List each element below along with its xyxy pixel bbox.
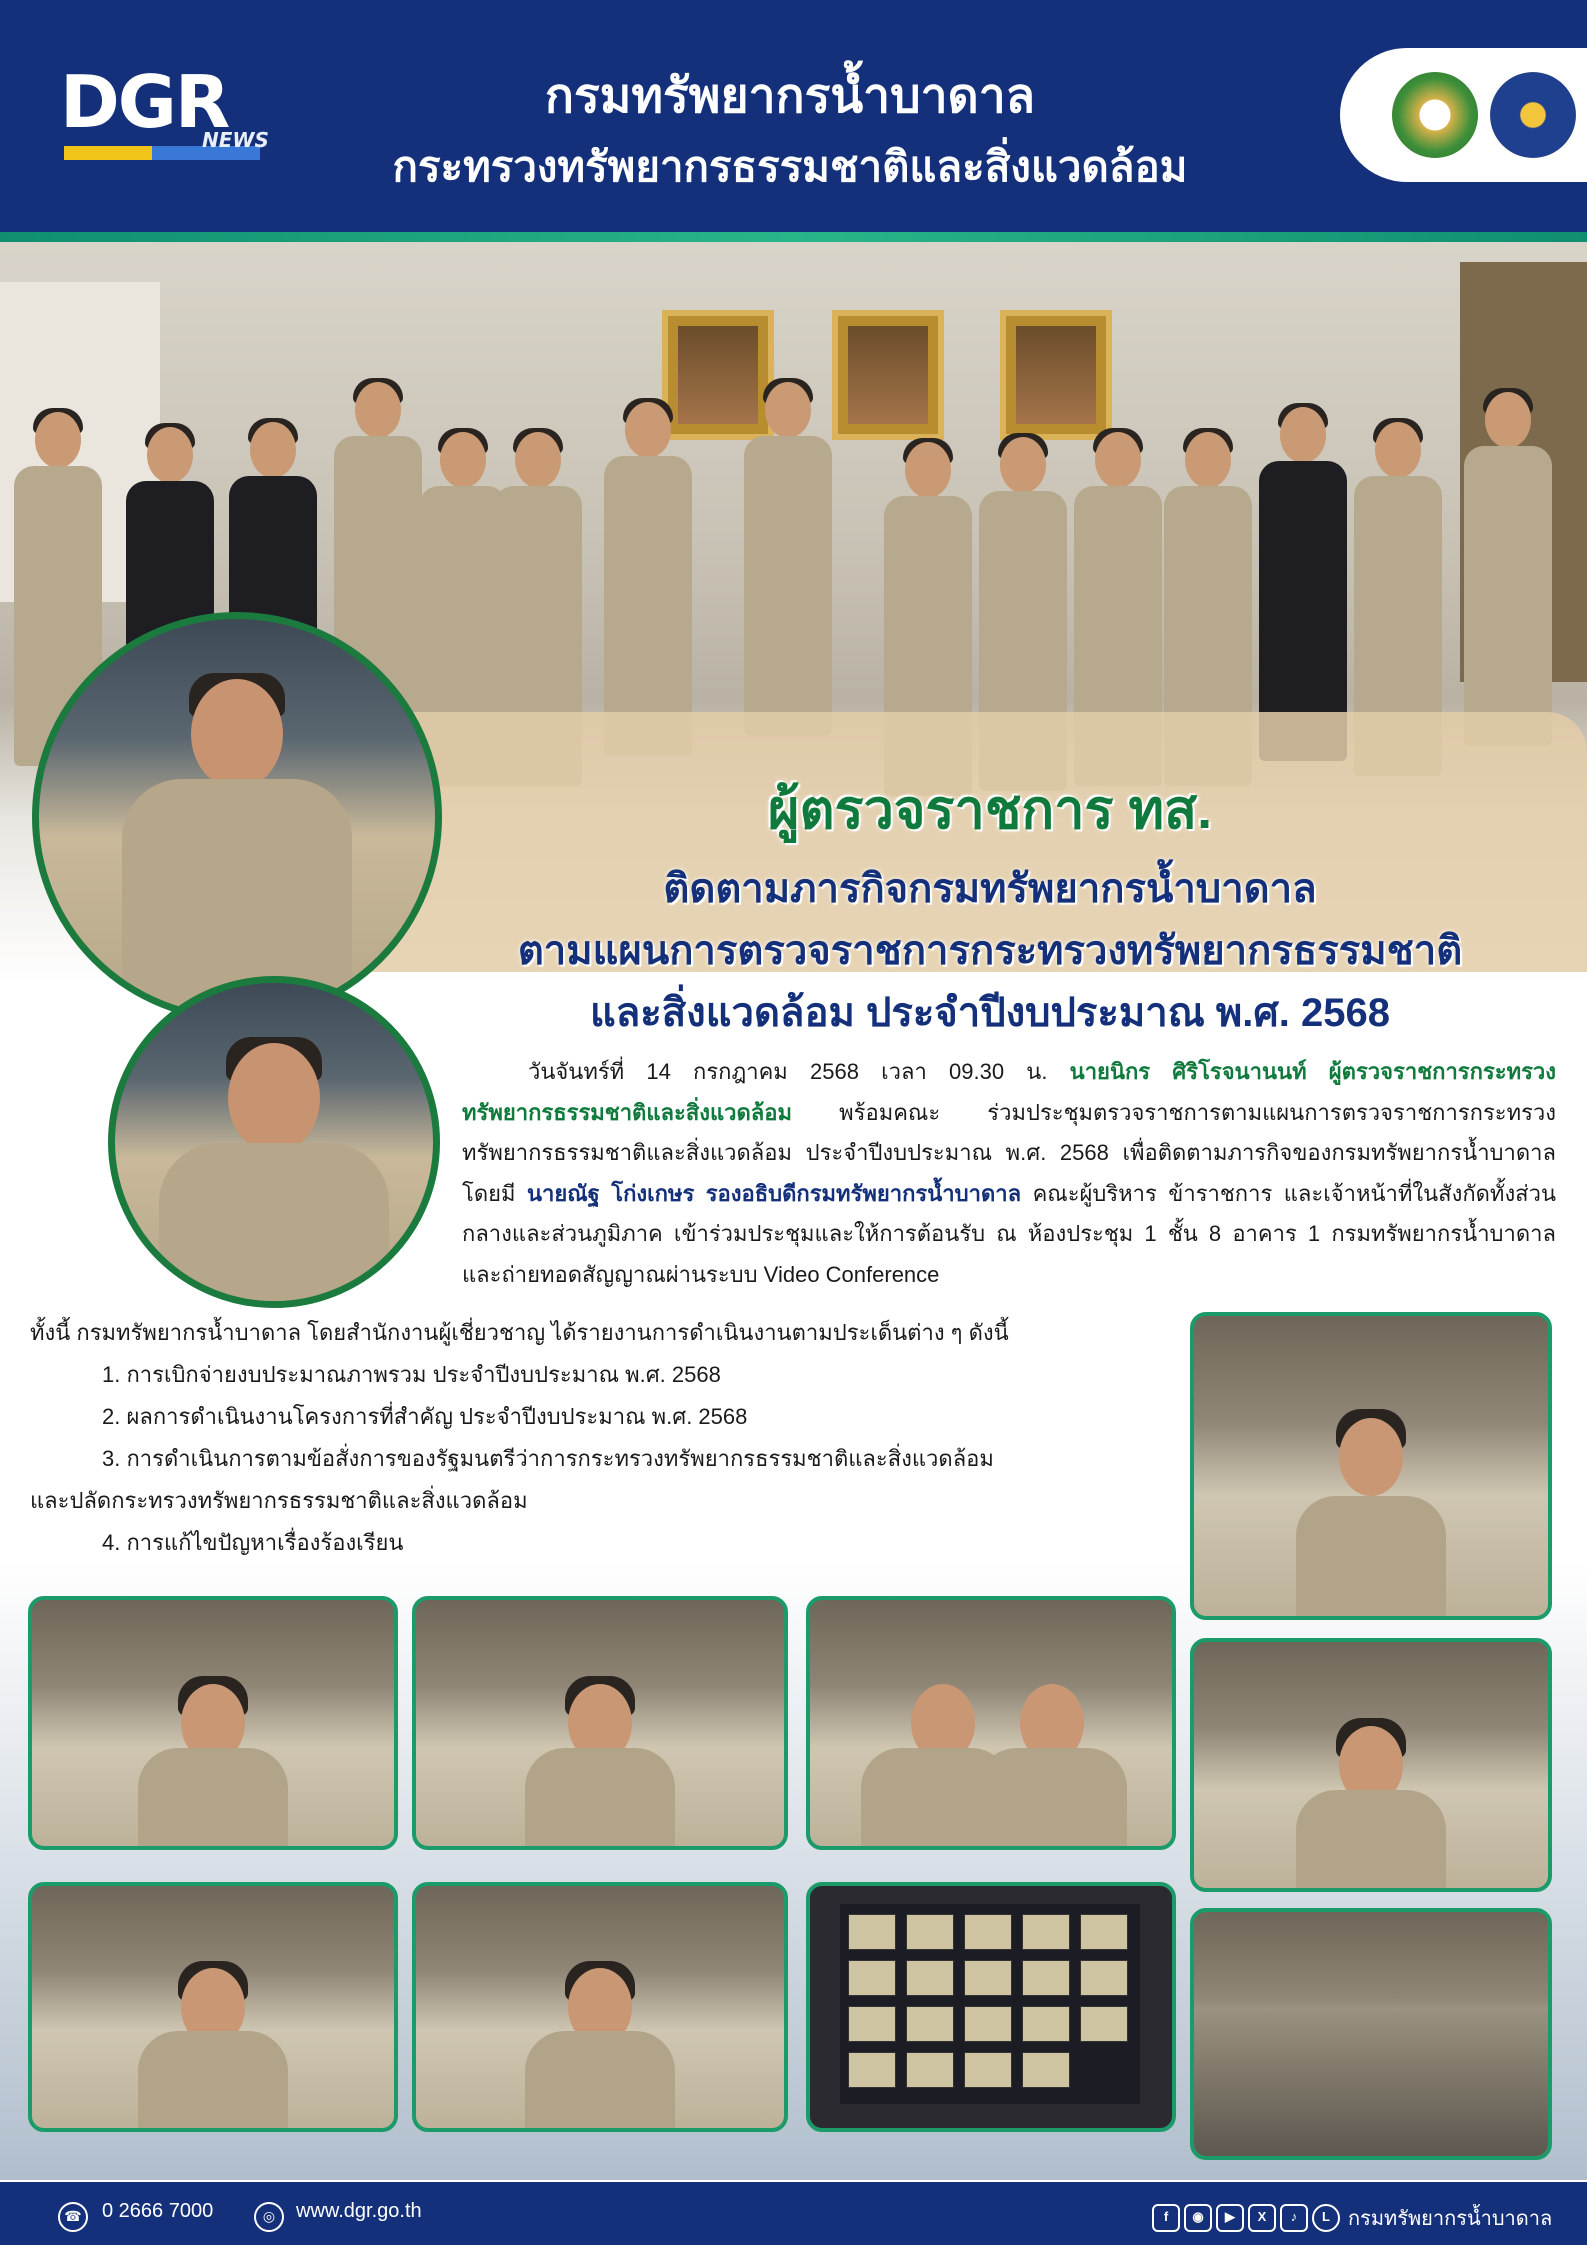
org-name: กรมทรัพยากรน้ำบาดาล	[544, 70, 1036, 123]
subheadline-2: ตามแผนการตรวจราชการกระทรวงทรัพยากรธรรมชาติ	[517, 929, 1463, 973]
report-item: 1. การเบิกจ่ายงบประมาณภาพรวม ประจำปีงบประมาณ พ.ศ. 2568	[102, 1362, 721, 1387]
x-icon[interactable]: X	[1248, 2204, 1276, 2232]
footer-website[interactable]: www.dgr.go.th	[296, 2200, 422, 2222]
header-banner	[0, 0, 1587, 232]
report-item: 2. ผลการดำเนินงานโครงการที่สำคัญ ประจำปีงบประมาณ พ.ศ. 2568	[102, 1404, 748, 1429]
news-paragraph-2	[30, 1312, 1190, 1564]
date-time: วันจันทร์ที่ 14 กรกฎาคม 2568 เวลา 09.30 น.	[528, 1059, 1048, 1084]
line-icon[interactable]: L	[1312, 2204, 1340, 2232]
deputy-director-portrait	[108, 976, 440, 1308]
meeting-photo	[28, 1596, 398, 1850]
inspector-name: นายนิกร ศิริโรจนานนท์ ผู้ตรวจราชการกระทรวงทรัพยากรธรรมชาติและสิ่งแวดล้อม	[462, 1059, 1556, 1125]
logo-sub: NEWS	[202, 128, 269, 152]
meeting-photo	[806, 1596, 1176, 1850]
meeting-room-photo	[1190, 1908, 1552, 2160]
portrait-frame	[1000, 310, 1112, 440]
youtube-icon[interactable]: ▶	[1216, 2204, 1244, 2232]
phone-icon: ☎	[58, 2202, 88, 2232]
report-item: 4. การแก้ไขปัญหาเรื่องร้องเรียน	[102, 1530, 404, 1555]
instagram-icon[interactable]: ◉	[1184, 2204, 1212, 2232]
dgr-news-logo	[60, 62, 270, 172]
meeting-photo	[28, 1882, 398, 2132]
footer-bar	[0, 2182, 1587, 2245]
deputy-name: นายณัฐ โก่งเกษร รองอธิบดีกรมทรัพยากรน้ำบาดาล	[526, 1180, 1022, 1206]
subheadline-3: และสิ่งแวดล้อม ประจำปีงบประมาณ พ.ศ. 2568	[589, 991, 1391, 1035]
logo-text: DGR	[60, 60, 229, 144]
portrait-frame	[832, 310, 944, 440]
globe-icon: ◎	[254, 2202, 284, 2232]
report-intro: ทั้งนี้ กรมทรัพยากรน้ำบาดาล โดยสำนักงานผู้เชี่ยวชาญ ได้รายงานการดำเนินงานตามประเด็นต่าง ๆ ดังนี้	[30, 1320, 1009, 1345]
report-item-cont: และปลัดกระทรวงทรัพยากรธรรมชาติและสิ่งแวดล้อม	[30, 1488, 528, 1513]
inspector-portrait	[32, 612, 442, 1022]
facebook-icon[interactable]: f	[1152, 2204, 1180, 2232]
footer-phone: 0 2666 7000	[102, 2200, 214, 2222]
meeting-photo	[412, 1596, 788, 1850]
seal-badge	[1340, 48, 1587, 182]
ministry-seal-icon	[1392, 72, 1478, 158]
paragraph-end: คณะผู้บริหาร ข้าราชการ และเจ้าหน้าที่ในสังกัดทั้งส่วนกลางและส่วนภูมิภาค เข้าร่วมประชุมและให้การต้อนรับ ณ ห้องประชุม 1 ชั้น 8 อาคาร 1 กรมทรัพยากรน้ำบาดาล และถ่ายทอดสัญญาณผ่านระบบ Video Conference	[462, 1180, 1557, 1287]
subheadline-1: ติดตามภารกิจกรมทรัพยากรน้ำบาดาล	[663, 867, 1317, 911]
meeting-photo	[412, 1882, 788, 2132]
footer-org: กรมทรัพยากรน้ำบาดาล	[1348, 2208, 1553, 2230]
ministry-name: กระทรวงทรัพยากรธรรมชาติและสิ่งแวดล้อม	[392, 143, 1188, 190]
paragraph-middle: พร้อมคณะ ร่วมประชุมตรวจราชการตามแผนการตรวจราชการกระทรวงทรัพยากรธรรมชาติและสิ่งแวดล้อม ประจำปีงบประมาณ พ.ศ. 2568 เพื่อติดตามภารกิจของกรมทรัพยากรน้ำบาดาล โดยมี	[462, 1099, 1556, 1206]
meeting-photo	[1190, 1638, 1552, 1892]
video-conference-photo	[806, 1882, 1176, 2132]
header-stripe	[0, 232, 1587, 242]
dgr-seal-icon	[1490, 72, 1576, 158]
headline: ผู้ตรวจราชการ ทส.	[767, 780, 1213, 840]
report-item: 3. การดำเนินการตามข้อสั่งการของรัฐมนตรีว่าการกระทรวงทรัพยากรธรรมชาติและสิ่งแวดล้อม	[102, 1446, 994, 1471]
meeting-photo	[1190, 1312, 1552, 1620]
tiktok-icon[interactable]: ♪	[1280, 2204, 1308, 2232]
news-paragraph-1	[462, 1052, 1556, 1295]
